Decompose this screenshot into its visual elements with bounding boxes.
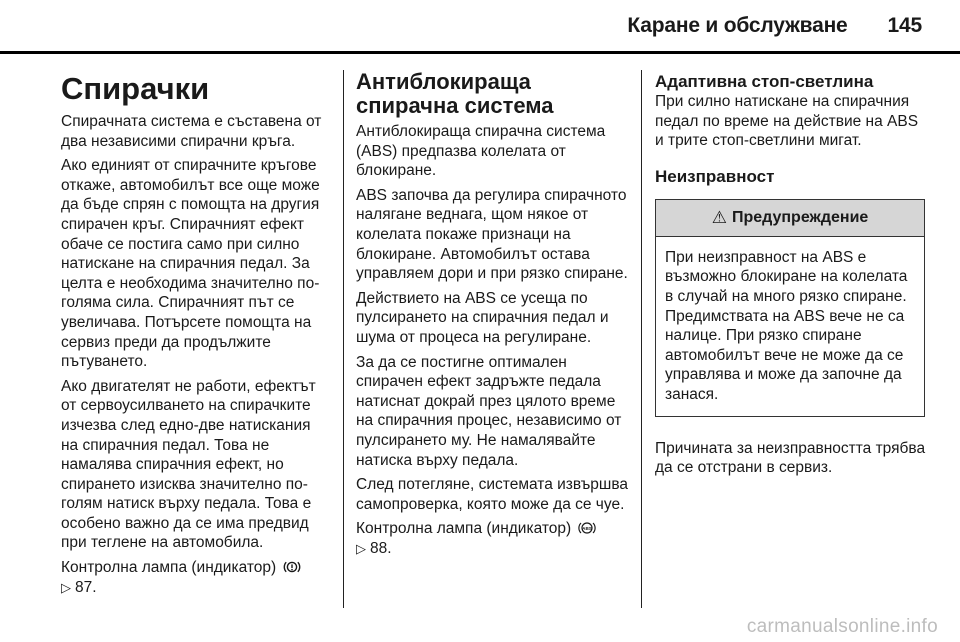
page-number: 145 xyxy=(887,14,922,37)
reference-page: 88. xyxy=(370,539,392,557)
warning-header xyxy=(656,200,924,237)
adaptive-light-heading: Адаптивна стоп-светлина xyxy=(655,72,874,91)
cross-reference xyxy=(61,558,331,597)
abs-icon xyxy=(578,521,596,535)
paragraph: ABS започва да регулира спирачното налягане веднага, щом някое от колелата покаже признаци на блокиране. Автомобилът остава управляем дори и при рязко спиране. xyxy=(356,186,628,283)
brakes-heading: Спирачки xyxy=(61,71,210,106)
fault-heading: Неизправност xyxy=(655,166,775,186)
reference-page: 87. xyxy=(75,578,97,596)
reference-arrow-icon: ▷ xyxy=(356,540,366,556)
reference-text: Контролна лампа (индикатор) xyxy=(356,520,572,538)
header-rule xyxy=(0,51,960,54)
warning-triangle-icon: ⚠ xyxy=(711,207,727,227)
warning-text: При неизправност на ABS е възможно блокиране на колелата в случай на много рязко спиране. Предимствата на ABS вече не са налице. При рязко спиране автомобилът вече не може да се управлява и може да започне да занася. xyxy=(665,248,908,403)
warning-title: Предупреждение xyxy=(731,208,869,226)
section-title: Каране и обслужване xyxy=(627,14,848,37)
paragraph: За да се постигне оптимален спирачен ефект задръжте педала натиснат докрай през цялото време на спирачния процес, независимо от пулсирането му. Не намалявайте натиска върху педала. xyxy=(356,353,622,469)
page-link[interactable] xyxy=(61,578,331,598)
watermark: carmanualsonline.info xyxy=(746,616,938,637)
page-link[interactable] xyxy=(356,539,632,559)
column-abs xyxy=(356,62,632,563)
warning-box xyxy=(655,199,925,417)
paragraph: Причината за неизправността трябва да се отстрани в сервиз. xyxy=(655,439,926,477)
reference-text: Контролна лампа (индикатор) xyxy=(61,559,277,577)
reference-arrow-icon: ▷ xyxy=(61,579,71,595)
abs-heading: Антиблокираща спирачна система xyxy=(356,69,554,118)
abs-icon-label: ABS xyxy=(581,526,592,532)
column-adaptive-brake-light xyxy=(655,62,927,483)
paragraph: Антиблокираща спирачна система (ABS) предпазва колелата от блокиране. xyxy=(356,123,606,180)
paragraph: При силно натискане на спирачния педал по време на действие на ABS и трите стоп-светлини мигат. xyxy=(655,93,919,150)
warning-body xyxy=(656,237,924,416)
brake-warning-icon xyxy=(283,560,301,574)
paragraph: Ако двигателят не работи, ефектът от сервоусилването на спирачките изчезва след едно-две натискания на спирачния педал. Това не намалява спирачния ефект, но спирането изисква значително по-голям натиск върху педала. Това е особено важно да се има предвид при теглене на автомобила. xyxy=(61,377,316,552)
column-divider xyxy=(343,70,344,608)
paragraph: Ако единият от спирачните кръгове откаже, автомобилът все още може да бъде спрян с помощта на другия спирачен кръг. Спирачният ефект обаче се постига само при силно натискане на спирачния педал. За целта е необходима значително по-голяма сила. Спирачният път се увеличава. Потърсете помощта на сервиз преди да продължите пътуването. xyxy=(61,157,320,371)
column-brakes xyxy=(61,62,331,602)
paragraph: Действието на ABS се усеща по пулсирането на спирачния педал и шума от процеса на регулиране. xyxy=(356,289,609,346)
cross-reference xyxy=(356,519,632,558)
paragraph: След потегляне, системата извършва самопроверка, която може да се чуе. xyxy=(356,476,629,513)
column-divider xyxy=(641,70,642,608)
running-head xyxy=(627,14,922,38)
paragraph: Спирачната система е съставена от два независими спирачни кръга. xyxy=(61,113,322,150)
